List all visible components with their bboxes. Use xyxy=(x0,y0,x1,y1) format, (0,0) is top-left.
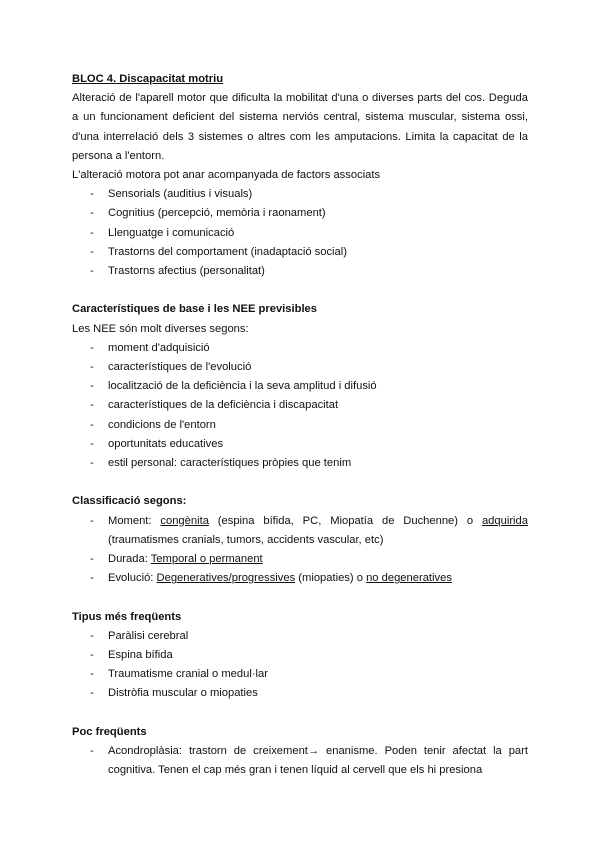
factors-intro: L'alteració motora pot anar acompanyada de factors associats xyxy=(72,169,381,182)
list-item: - Espina bífida xyxy=(72,646,528,665)
list-item: - moment d'adquisició xyxy=(72,339,528,358)
list-item: - localització de la deficiència i la seva amplitud i difusió xyxy=(72,377,528,396)
nee-intro: Les NEE són molt diverses segons: xyxy=(72,322,249,335)
dash-bullet: - xyxy=(90,380,94,393)
section-heading-nee: Característiques de base i les NEE previsibles xyxy=(72,303,317,316)
factors-list xyxy=(72,185,528,281)
list-item: - Sensorials (auditius i visuals) xyxy=(72,185,528,204)
dash-bullet: - xyxy=(90,745,94,758)
section-heading-poc-frequents: Poc freqüents xyxy=(72,725,147,738)
dash-bullet: - xyxy=(90,437,94,450)
dash-bullet: - xyxy=(90,553,94,566)
dash-bullet: - xyxy=(90,629,94,642)
dash-bullet: - xyxy=(90,361,94,374)
list-item: - Distròfia muscular o miopaties xyxy=(72,684,528,703)
list-item: - Llenguatge i comunicació xyxy=(72,224,528,243)
list-item: - Trastorns afectius (personalitat) xyxy=(72,262,528,281)
dash-bullet: - xyxy=(90,687,94,700)
list-item: - Paràlisi cerebral xyxy=(72,627,528,646)
dash-bullet: - xyxy=(90,418,94,431)
dash-bullet: - xyxy=(90,265,94,278)
tipus-list xyxy=(72,627,528,704)
dash-bullet: - xyxy=(90,649,94,662)
document-page xyxy=(72,70,528,780)
dash-bullet: - xyxy=(90,668,94,681)
classificacio-list xyxy=(72,512,528,589)
list-item: - estil personal: característiques pròpies que tenim xyxy=(72,454,528,473)
list-item: - Cognitius (percepció, memòria i raonament) xyxy=(72,204,528,223)
dash-bullet: - xyxy=(90,245,94,258)
list-item-moment: - Moment: congènita (espina bífida, PC, Miopatía de Duchenne) o adquirida (traumatismes cranials, tumors, accidents vascular, etc) xyxy=(72,512,528,550)
list-item: - condicions de l'entorn xyxy=(72,416,528,435)
section-heading-tipus: Tipus més freqüents xyxy=(72,610,182,623)
dash-bullet: - xyxy=(90,207,94,220)
list-item-durada: - Durada: Temporal o permanent xyxy=(72,550,528,569)
dash-bullet: - xyxy=(90,514,94,527)
section-heading-classificacio: Classificació segons: xyxy=(72,495,187,508)
list-item: - Traumatisme cranial o medul·lar xyxy=(72,665,528,684)
dash-bullet: - xyxy=(90,572,94,585)
list-item-evolucio: - Evolució: Degeneratives/progressives (miopaties) o no degeneratives xyxy=(72,569,528,588)
list-item: - oportunitats educatives xyxy=(72,435,528,454)
document-title: BLOC 4. Discapacitat motriu xyxy=(72,73,224,85)
list-item: - característiques de la deficiència i discapacitat xyxy=(72,396,528,415)
dash-bullet: - xyxy=(90,399,94,412)
nee-list xyxy=(72,339,528,473)
dash-bullet: - xyxy=(90,457,94,470)
dash-bullet: - xyxy=(90,226,94,239)
list-item: - característiques de l'evolució xyxy=(72,358,528,377)
intro-paragraph: Alteració de l'aparell motor que dificulta la mobilitat d'una o diverses parts del cos. Deguda a un funcionament deficient del sistema nerviós central, sistema muscular, sistema ossi, d'una interrelació dels 3 sistemes o altres com les amputacions. Limita la capacitat de la persona a l'entorn. xyxy=(72,92,528,162)
dash-bullet: - xyxy=(90,188,94,201)
list-item: - Trastorns del comportament (inadaptació social) xyxy=(72,243,528,262)
dash-bullet: - xyxy=(90,341,94,354)
list-item: - Acondroplàsia: trastorn de creixement→ enanisme. Poden tenir afectat la part cognitiva. Tenen el cap més gran i tenen líquid al cervell que els hi presiona xyxy=(72,742,528,780)
poc-frequents-list xyxy=(72,742,528,780)
